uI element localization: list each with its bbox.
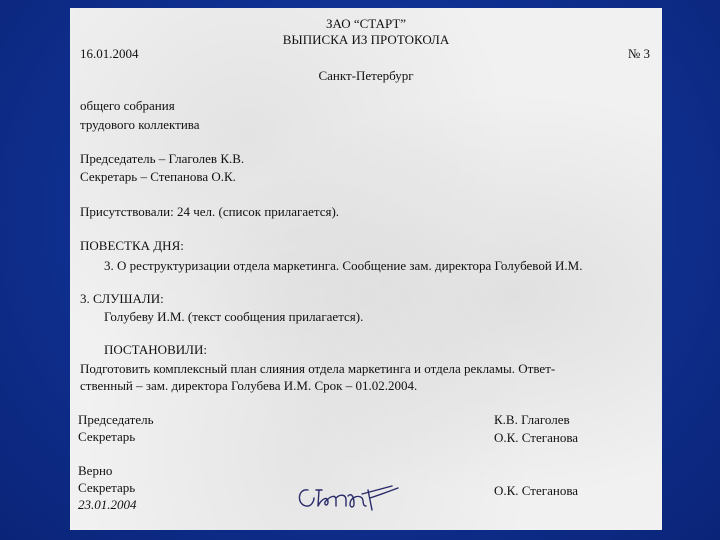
city-name: Санкт-Петербург	[318, 68, 414, 83]
document-number: № 3	[627, 46, 650, 61]
protocol-extract-document	[70, 8, 662, 530]
agenda-item: 3. О реструктуризации отдела маркетинга. Сообщение зам. директора Голубевой И.М.	[104, 258, 583, 273]
organization-name: ЗАО “СТАРТ”	[325, 16, 407, 31]
subject-line-2: трудового коллектива	[80, 117, 200, 132]
heard-text: Голубеву И.М. (текст сообщения прилагается).	[104, 309, 364, 324]
heard-heading: 3. СЛУШАЛИ:	[80, 291, 164, 306]
document-type-title: ВЫПИСКА ИЗ ПРОТОКОЛА	[282, 32, 450, 47]
certifier-title: Секретарь	[78, 480, 136, 495]
chair-signature-title: Председатель	[78, 412, 154, 427]
secretary-signature-name: О.К. Стеганова	[494, 430, 579, 445]
certification-date: 23.01.2004	[78, 497, 137, 512]
secretary-signature-title: Секретарь	[78, 429, 136, 444]
resolved-line-2: ственный – зам. директора Голубева И.М. Срок – 01.02.2004.	[80, 378, 418, 393]
document-date: 16.01.2004	[80, 46, 139, 61]
attendance-line: Присутствовали: 24 чел. (список прилагается).	[80, 204, 340, 219]
subject-line-1: общего собрания	[80, 98, 175, 113]
chairperson-line: Председатель – Глаголев К.В.	[80, 151, 245, 166]
agenda-heading: ПОВЕСТКА ДНЯ:	[80, 238, 184, 253]
secretary-line: Секретарь – Степанова О.К.	[80, 169, 236, 184]
certifier-name: О.К. Стеганова	[494, 483, 579, 498]
resolved-heading: ПОСТАНОВИЛИ:	[104, 342, 207, 357]
chair-signature-name: К.В. Глаголев	[494, 412, 570, 427]
resolved-line-1: Подготовить комплексный план слияния отдела маркетинга и отдела рекламы. Ответ-	[80, 361, 556, 376]
handwritten-signature-icon	[292, 476, 402, 518]
verified-mark: Верно	[78, 463, 113, 478]
